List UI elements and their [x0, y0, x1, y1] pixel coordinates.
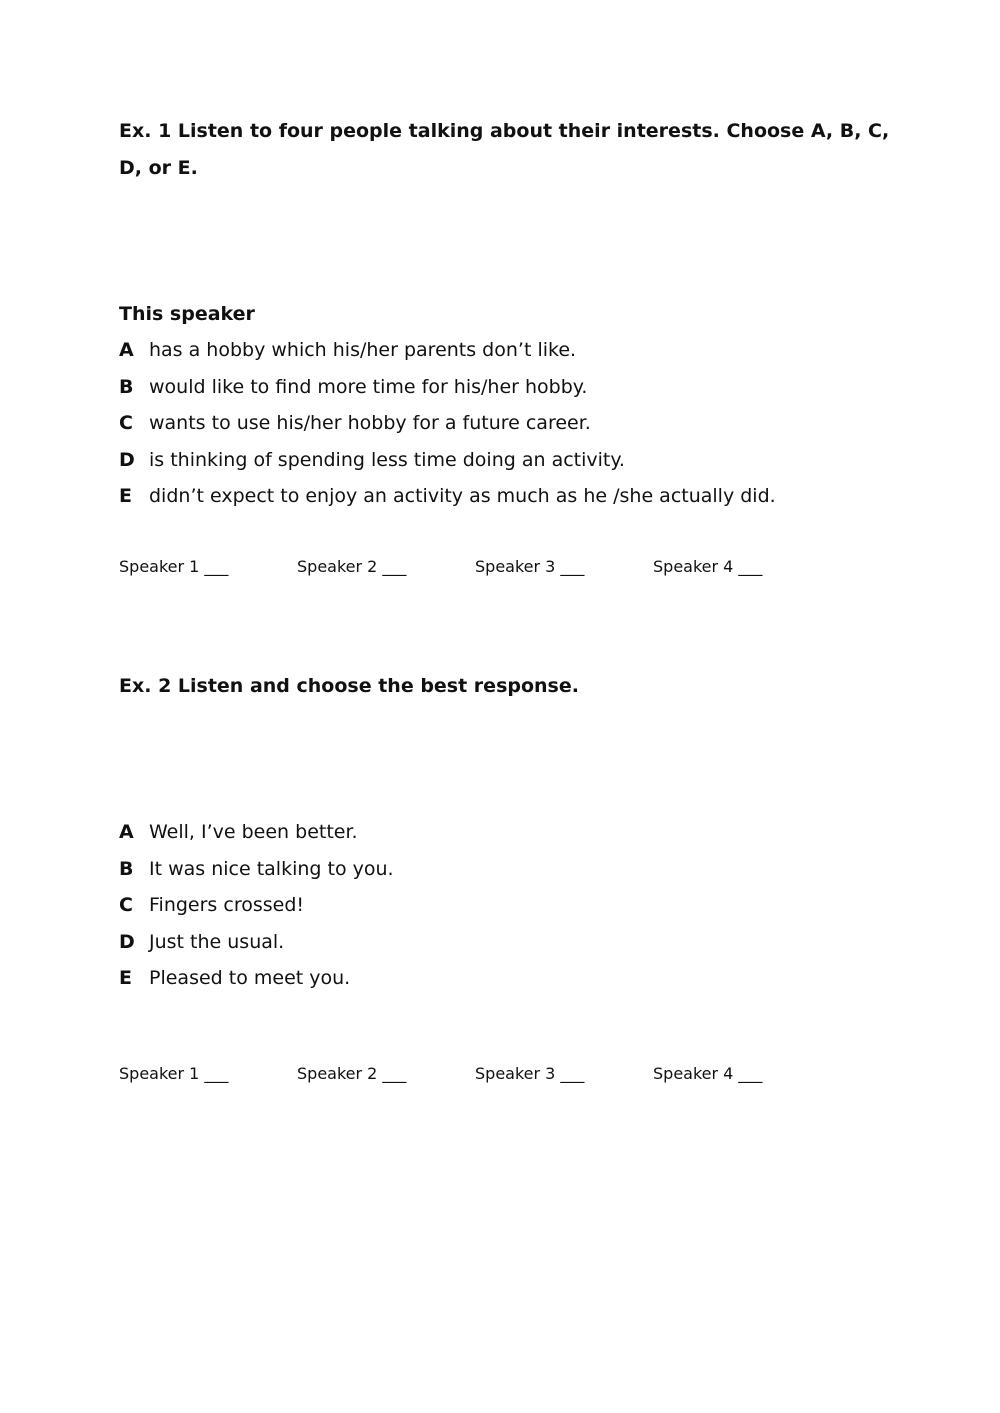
option-letter: D	[119, 448, 135, 471]
option-text: Pleased to meet you.	[149, 967, 351, 989]
option-letter: E	[119, 485, 132, 507]
ex2-speaker-3-blank[interactable]: Speaker 3 ___	[475, 1064, 585, 1083]
option-letter: A	[119, 339, 134, 361]
ex2-options-list	[119, 814, 919, 997]
ex1-speaker-1-blank[interactable]: Speaker 1 ___	[119, 557, 229, 576]
ex2-speaker-1-blank[interactable]: Speaker 1 ___	[119, 1064, 229, 1083]
option-text: didn’t expect to enjoy an activity as much as he /she actually did.	[149, 485, 776, 507]
ex1-subheading: This speaker	[119, 303, 255, 325]
ex1-speaker-3-blank[interactable]: Speaker 3 ___	[475, 557, 585, 576]
option-text: has a hobby which his/her parents don’t like.	[149, 339, 577, 361]
option-letter: B	[119, 857, 134, 880]
ex1-option-a	[119, 332, 919, 369]
ex1-option-e	[119, 478, 919, 515]
ex2-option-b	[119, 851, 919, 888]
ex1-speaker-4-blank[interactable]: Speaker 4 ___	[653, 557, 763, 576]
option-text: Fingers crossed!	[149, 894, 304, 916]
ex1-heading: Ex. 1 Listen to four people talking about their interests. Choose A, B, C, D, or E.	[119, 120, 890, 179]
ex2-heading: Ex. 2 Listen and choose the best response.	[119, 675, 579, 697]
ex1-options-list	[119, 332, 919, 515]
ex2-speaker-4-blank[interactable]: Speaker 4 ___	[653, 1064, 763, 1083]
ex1-option-c	[119, 405, 919, 442]
option-letter: C	[119, 894, 133, 916]
ex2-option-a	[119, 814, 919, 851]
option-letter: C	[119, 412, 133, 434]
ex1-speaker-2-blank[interactable]: Speaker 2 ___	[297, 557, 407, 576]
option-text: wants to use his/her hobby for a future career.	[149, 412, 591, 434]
option-text: is thinking of spending less time doing an activity.	[149, 448, 625, 471]
option-letter: E	[119, 967, 132, 989]
option-text: Well, I’ve been better.	[149, 821, 358, 843]
option-letter: D	[119, 930, 135, 953]
option-text: Just the usual.	[149, 930, 285, 953]
ex2-option-c	[119, 887, 919, 924]
ex1-option-d	[119, 442, 919, 479]
ex2-speaker-2-blank[interactable]: Speaker 2 ___	[297, 1064, 407, 1083]
option-text: would like to find more time for his/her hobby.	[149, 375, 588, 398]
option-letter: A	[119, 821, 134, 843]
ex2-option-e	[119, 960, 919, 997]
ex1-option-b	[119, 369, 919, 406]
option-text: It was nice talking to you.	[149, 857, 394, 880]
option-letter: B	[119, 375, 134, 398]
ex2-option-d	[119, 924, 919, 961]
